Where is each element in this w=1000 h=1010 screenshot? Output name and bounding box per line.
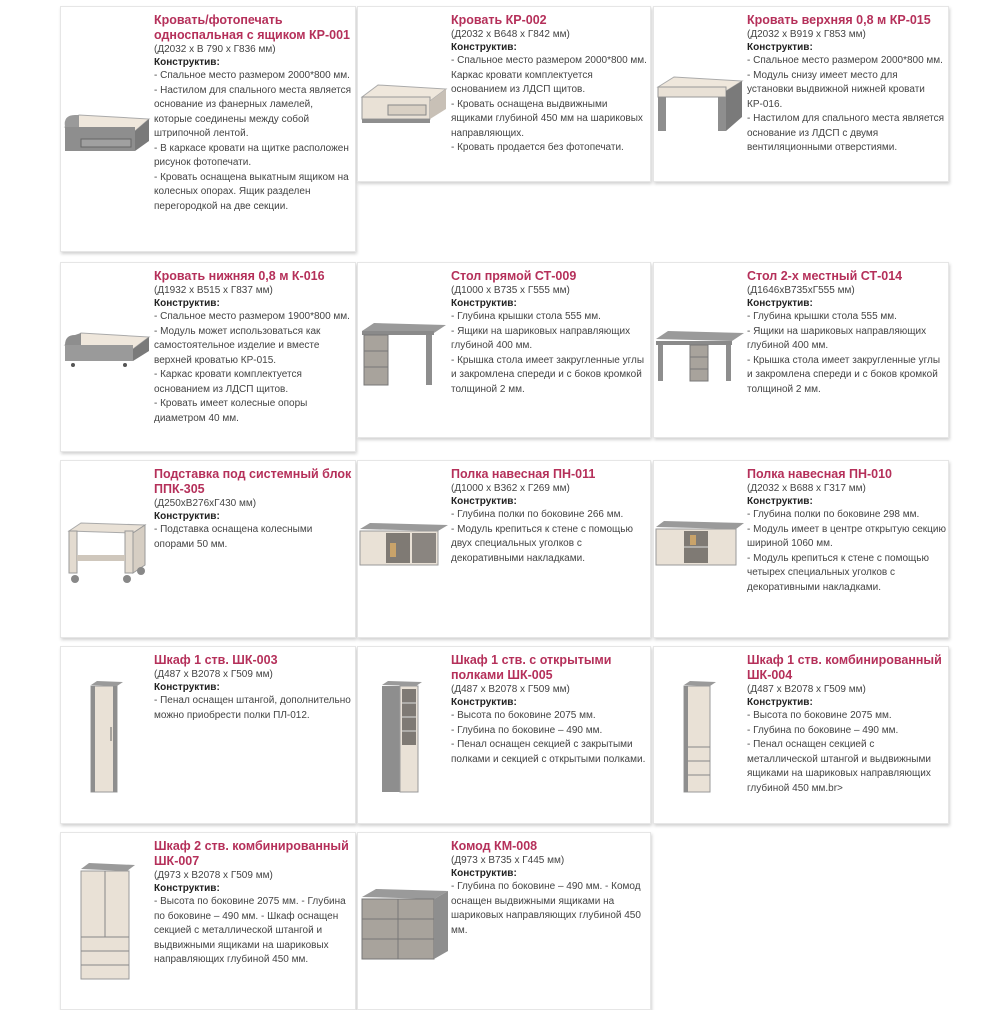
- construct-label: Конструктив:: [154, 57, 220, 68]
- construct-label: Конструктив:: [747, 496, 813, 507]
- product-title[interactable]: Кровать нижняя 0,8 м К-016: [154, 269, 325, 283]
- wall-shelf-image[interactable]: [358, 515, 450, 635]
- product-description: - Высота по боковине 2075 мм. - Глубина по боковине – 490 мм. - Пенал оснащен секцией с закрытыми полками и секцией с открытыми полками.: [451, 710, 646, 765]
- product-info: [451, 839, 648, 938]
- double-wardrobe-image[interactable]: [61, 859, 153, 989]
- product-info: [747, 653, 946, 796]
- product-info: [747, 269, 946, 397]
- product-description: - Пенал оснащен штангой, дополнительно можно приобрести полки ПЛ-012.: [154, 695, 351, 721]
- product-title[interactable]: Шкаф 1 ств. комбинированный ШК-004: [747, 653, 942, 682]
- product-title[interactable]: Стол прямой СТ-009: [451, 269, 577, 283]
- product-card[interactable]: [653, 262, 949, 438]
- construct-label: Конструктив:: [747, 298, 813, 309]
- bed-image[interactable]: [358, 69, 450, 182]
- wide-wall-shelf-image[interactable]: [654, 515, 746, 635]
- product-description: - Глубина по боковине – 490 мм. - Комод оснащен выдвижными ящиками на шариковых направляющих глубиной 450 мм.: [451, 881, 641, 936]
- construct-label: Конструктив:: [451, 42, 517, 53]
- product-card[interactable]: [653, 6, 949, 182]
- product-card[interactable]: [60, 6, 356, 252]
- construct-label: Конструктив:: [451, 868, 517, 879]
- product-title[interactable]: Кровать/фотопечать односпальная с ящиком КР-001: [154, 13, 350, 42]
- product-title[interactable]: Шкаф 1 ств. ШК-003: [154, 653, 278, 667]
- product-description: - Спальное место размером 2000*800 мм. Каркас кровати комплектуется основанием из ЛДСП щитов. - Кровать оснащена выдвижными ящиками глубиной 450 мм на шариковых направляющих. - Кровать продается без фотопечати.: [451, 55, 647, 153]
- construct-label: Конструктив:: [747, 42, 813, 53]
- product-description: - Глубина крышки стола 555 мм. - Ящики на шариковых направляющих глубиной 400 мм. - Крышка стола имеет закругленные углы и закромлена спереди и с боков кромкой толщиной 2 мм.: [747, 311, 941, 395]
- pc-stand-image[interactable]: [61, 511, 153, 631]
- product-info: [451, 13, 648, 156]
- product-card[interactable]: [357, 6, 651, 182]
- product-title[interactable]: Кровать КР-002: [451, 13, 547, 27]
- product-description: - Глубина крышки стола 555 мм. - Ящики на шариковых направляющих глубиной 400 мм. - Крышка стола имеет закругленные углы и закромлена спереди и с боков кромкой толщиной 2 мм.: [451, 311, 645, 395]
- product-dimensions: (Д250хВ276хГ430 мм): [154, 498, 257, 509]
- product-title[interactable]: Комод КМ-008: [451, 839, 538, 853]
- product-title[interactable]: Полка навесная ПН-011: [451, 467, 596, 481]
- product-title[interactable]: Кровать верхняя 0,8 м КР-015: [747, 13, 931, 27]
- construct-label: Конструктив:: [154, 298, 220, 309]
- product-description: - Глубина полки по боковине 298 мм. - Модуль имеет в центре открытую секцию шириной 1060 мм. - Модуль крепиться к стене с помощью четырех специальных уголков с декоративными накладками.: [747, 509, 946, 593]
- product-dimensions: (Д487 х В2078 х Г509 мм): [747, 684, 866, 695]
- open-shelf-wardrobe-image[interactable]: [358, 677, 450, 797]
- product-dimensions: (Д1646хВ735хГ555 мм): [747, 285, 855, 296]
- product-title[interactable]: Подставка под системный блок ППК-305: [154, 467, 352, 496]
- product-card[interactable]: [653, 460, 949, 638]
- construct-label: Конструктив:: [154, 682, 220, 693]
- product-dimensions: (Д973 х В735 х Г445 мм): [451, 855, 565, 866]
- product-card[interactable]: [357, 262, 651, 438]
- product-info: [451, 653, 648, 767]
- product-description: - Высота по боковине 2075 мм. - Глубина по боковине – 490 мм. - Пенал оснащен секцией с металлической штангой и выдвижными ящиками на шариковых направляющих глубиной 450 мм.br>: [747, 710, 931, 794]
- product-dimensions: (Д487 х В2078 х Г509 мм): [451, 684, 570, 695]
- product-description: - Спальное место размером 2000*800 мм. - Настилом для спального места является основание из фанерных ламелей, которые соединены между собой штрипочной лентой. - В каркасе кровати на щитке расположен рисунок фотопечати. - Кровать оснащена выкатным ящиком на колесных опорах. Ящик разделен перегородкой на две секции.: [154, 70, 352, 212]
- product-card[interactable]: [60, 832, 356, 1010]
- product-card[interactable]: [60, 262, 356, 452]
- product-dimensions: (Д1000 х В735 х Г555 мм): [451, 285, 570, 296]
- product-card[interactable]: [357, 646, 651, 824]
- product-dimensions: (Д2032 х В648 х Г842 мм): [451, 29, 570, 40]
- construct-label: Конструктив:: [451, 298, 517, 309]
- product-card[interactable]: [60, 646, 356, 824]
- product-description: - Глубина полки по боковине 266 мм. - Модуль крепиться к стене с помощью двух специальных уголков с декоративными накладками.: [451, 509, 633, 564]
- product-dimensions: (Д2032 х В688 х Г317 мм): [747, 483, 866, 494]
- product-info: [154, 13, 353, 214]
- product-info: [154, 839, 353, 968]
- product-card[interactable]: [653, 646, 949, 824]
- product-info: [154, 467, 353, 552]
- product-dimensions: (Д2032 х В919 х Г853 мм): [747, 29, 866, 40]
- product-card[interactable]: [357, 460, 651, 638]
- construct-label: Конструктив:: [747, 697, 813, 708]
- bed-drawer-image[interactable]: [61, 97, 153, 217]
- chest-of-drawers-image[interactable]: [358, 883, 450, 973]
- product-info: [451, 269, 648, 397]
- product-card[interactable]: [60, 460, 356, 638]
- product-title[interactable]: Шкаф 2 ств. комбинированный ШК-007: [154, 839, 349, 868]
- double-desk-image[interactable]: [654, 323, 746, 438]
- product-title[interactable]: Шкаф 1 ств. с открытыми полками ШК-005: [451, 653, 612, 682]
- product-title[interactable]: Стол 2-х местный СТ-014: [747, 269, 903, 283]
- construct-label: Конструктив:: [451, 697, 517, 708]
- product-info: [747, 467, 946, 595]
- product-info: [154, 653, 353, 723]
- product-dimensions: (Д2032 х В 790 х Г836 мм): [154, 44, 276, 55]
- product-info: [747, 13, 946, 156]
- desk-image[interactable]: [358, 313, 450, 433]
- product-dimensions: (Д1932 х В515 х Г837 мм): [154, 285, 273, 296]
- product-dimensions: (Д1000 х В362 х Г269 мм): [451, 483, 570, 494]
- wardrobe-image[interactable]: [61, 677, 153, 797]
- construct-label: Конструктив:: [154, 883, 220, 894]
- product-description: - Подставка оснащена колесными опорами 50 мм.: [154, 524, 313, 550]
- product-description: - Спальное место размером 2000*800 мм. - Модуль снизу имеет место для установки выдвижной нижней кровати КР-016. - Настилом для спального места является основание из ЛДСП с двумя вентиляционными отверстиями.: [747, 55, 945, 153]
- construct-label: Конструктив:: [451, 496, 517, 507]
- product-info: [154, 269, 353, 426]
- product-description: - Спальное место размером 1900*800 мм. - Модуль может использоваться как самостоятельное изделие и вместе верхней кроватью КР-015. - Каркас кровати комплектуется основанием из ЛДСП щитов. - Кровать имеет колесные опоры диаметром 40 мм.: [154, 311, 350, 424]
- product-description: - Высота по боковине 2075 мм. - Глубина по боковине – 490 мм. - Шкаф оснащен секцией с металлической штангой и выдвижными ящиками на шариковых направляющих глубиной 450 мм.: [154, 896, 346, 965]
- product-info: [451, 467, 648, 566]
- loft-bed-image[interactable]: [654, 69, 746, 182]
- product-dimensions: (Д487 х В2078 х Г509 мм): [154, 669, 273, 680]
- product-card[interactable]: [357, 832, 651, 1010]
- low-bed-image[interactable]: [61, 313, 153, 433]
- combo-wardrobe-image[interactable]: [654, 677, 746, 797]
- product-title[interactable]: Полка навесная ПН-010: [747, 467, 892, 481]
- construct-label: Конструктив:: [154, 511, 220, 522]
- product-dimensions: (Д973 х В2078 х Г509 мм): [154, 870, 273, 881]
